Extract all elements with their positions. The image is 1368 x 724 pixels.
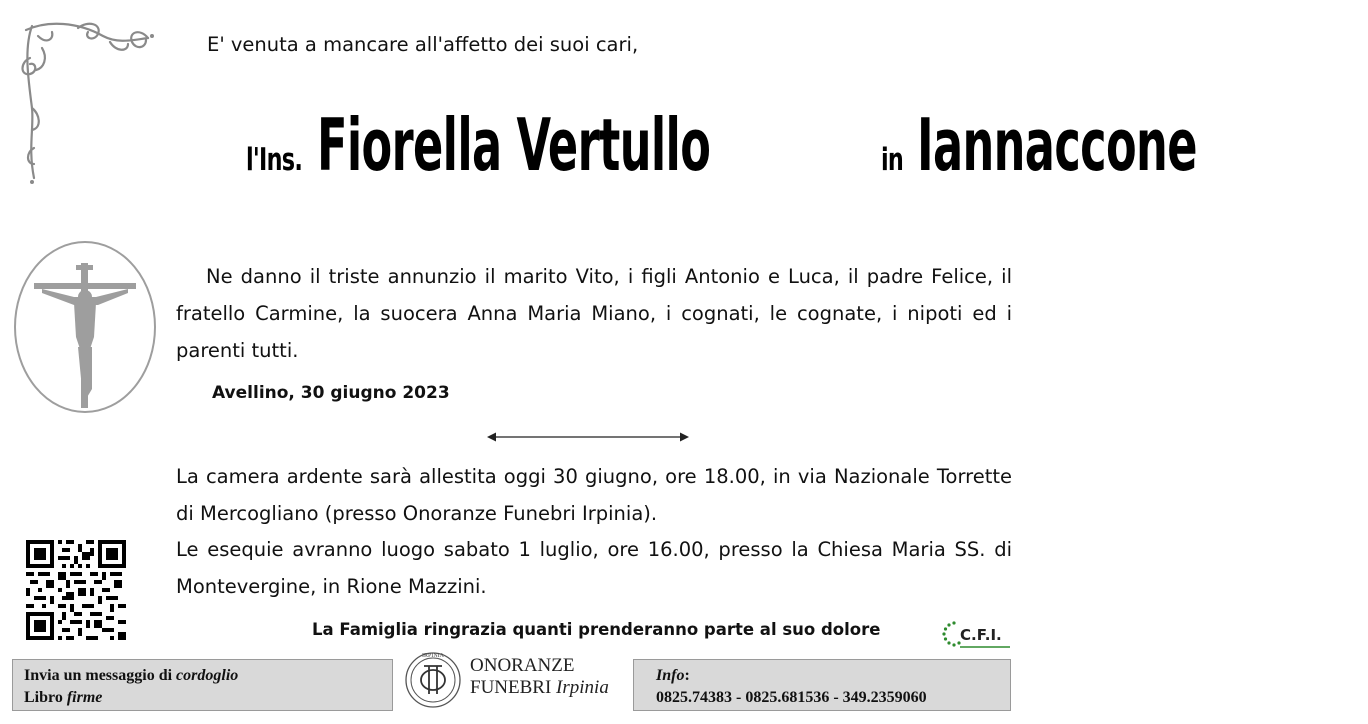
brand-line1: ONORANZE (470, 655, 575, 676)
double-arrow-icon (487, 430, 689, 444)
cfi-badge-icon (940, 617, 1012, 653)
intro-text: E' venuta a mancare all'affetto dei suoi cari, (207, 33, 639, 56)
funeral-paragraph (176, 531, 1012, 605)
ornament-corner-icon (18, 18, 158, 186)
announcement-paragraph (176, 258, 1012, 369)
name-first: Fiorella Vertullo (316, 103, 711, 187)
guestbook-link[interactable]: Libro firme (24, 689, 103, 706)
crucifix-icon (12, 239, 158, 415)
place-date: Avellino, 30 giugno 2023 (212, 383, 450, 403)
wake-paragraph (176, 458, 1012, 532)
wake-text: La camera ardente sarà allestita oggi 30 giugno, ore 18.00, in via Nazionale Torrette di Mercogliano (presso Onoranze Funebri Irpinia). (176, 465, 1012, 525)
deceased-name (246, 103, 1368, 187)
thanks-text: La Famiglia ringrazia quanti prenderanno parte al suo dolore (312, 620, 881, 639)
funeral-home-logo-icon (403, 648, 463, 710)
condolence-box[interactable] (12, 659, 393, 711)
name-connector: in (881, 142, 904, 178)
phone-numbers[interactable]: 0825.74383 - 0825.681536 - 349.2359060 (656, 689, 927, 706)
qr-code-icon[interactable] (26, 540, 126, 640)
info-label: Info (656, 667, 685, 684)
funeral-home-brand (470, 655, 609, 699)
logo-text: IRPINIA (422, 653, 444, 659)
funeral-text: Le esequie avranno luogo sabato 1 luglio, ore 16.00, presso la Chiesa Maria SS. di Montevergine, in Rione Mazzini. (176, 538, 1012, 598)
brand-line2: FUNEBRI Irpinia (470, 677, 609, 698)
announcement-text: Ne danno il triste annunzio il marito Vito, i figli Antonio e Luca, il padre Felice, il fratello Carmine, la suocera Anna Maria Miano, i cognati, le cognate, i nipoti ed i parenti tutti. (176, 265, 1012, 362)
condolence-link[interactable]: Invia un messaggio di cordoglio (24, 667, 239, 684)
cfi-badge-text: C.F.I. (960, 626, 1002, 644)
info-box: Info: 0825.74383 - 0825.681536 - 349.2359060 (633, 659, 1011, 711)
name-last: Iannaccone (916, 103, 1197, 187)
name-prefix: l'Ins. (246, 142, 303, 178)
